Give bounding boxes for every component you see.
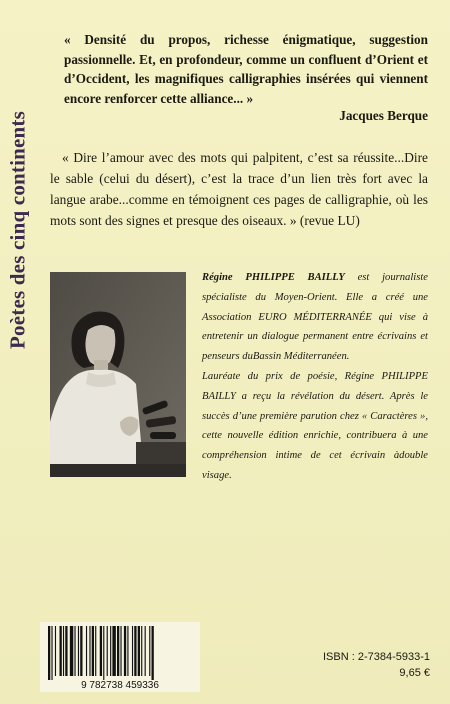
bio-paragraph-2: Lauréate du prix de poésie, Régine PHILIPPE BAILLY a reçu la révélation du désert. Après le succès d’une première parution chez « Caractères », cette nouvelle édition enrichie, contribuera à une compréhension intime de cet écrivain àdouble visage. [202,370,428,481]
barcode-bar [51,626,52,680]
barcode-bar [149,626,150,676]
barcode-bar [134,626,136,676]
barcode-bar [120,626,121,676]
barcode-bar [112,626,115,676]
barcode-bar [74,626,75,676]
barcode-bar [78,626,79,676]
author-biography [202,268,428,486]
quote-revue-lu: « Dire l’amour avec des mots qui palpitent, c’est sa réussite...Dire le sable (celui du désert), c’est la trace d’un lien très fort avec la langue arabe...comme en témoignent ces pages de calligraphie, où les mots sont des signes et presque des oiseaux. » (revue LU) [50,150,428,228]
barcode-bar [60,626,62,676]
author-photo [50,272,186,477]
series-title: Poètes des cinq continents [5,111,30,349]
barcode-bar [132,626,133,676]
barcode-bar [145,626,146,676]
bio-paragraph-1 [202,268,428,367]
barcode-graphic [40,622,200,692]
barcode-bar [138,626,140,676]
bio-paragraph-1-text: est journaliste spécialiste du Moyen-Orient. Elle a créé une Association EURO MÉDITERRANÉE qui vise à entretenir un dialogue permanent entre écrivains et penseurs duBassin Méditerranéen. [202,272,428,363]
price: 9,65 € [399,667,430,679]
barcode [40,622,200,692]
barcode-bar [92,626,94,676]
spine-band [4,40,32,349]
barcode-bar [65,626,67,676]
barcode-bar [70,626,73,676]
barcode-bar [63,626,64,676]
author-name: Régine PHILIPPE BAILLY [202,272,345,283]
barcode-number: 9 782738 459336 [81,680,159,691]
barcode-bar [80,626,82,676]
barcode-bar [124,626,126,676]
barcode-bar [152,626,154,680]
barcode-bar [141,626,142,676]
author-portrait-image [50,272,186,477]
barcode-bar [110,626,111,676]
isbn: ISBN : 2-7384-5933-1 [322,651,430,663]
barcode-bar [95,626,96,676]
barcode-bar [117,626,119,676]
barcode-bar [107,626,108,676]
quote-author: Jacques Berque [339,108,428,123]
barcode-bar [55,626,56,676]
barcode-bar [127,626,128,676]
barcode-bar [100,626,102,676]
barcode-bar [103,626,104,680]
barcode-bar [48,626,50,680]
barcode-bar [89,626,90,676]
quote-berque: « Densité du propos, richesse énigmatique, suggestion passionnelle. Et, en profondeur, comme un confluent d’Orient et d’Occident, les magnifiques calligraphies insérées qui viennent encore renforcer cette alliance... » [64,32,428,106]
barcode-bar [86,626,87,676]
